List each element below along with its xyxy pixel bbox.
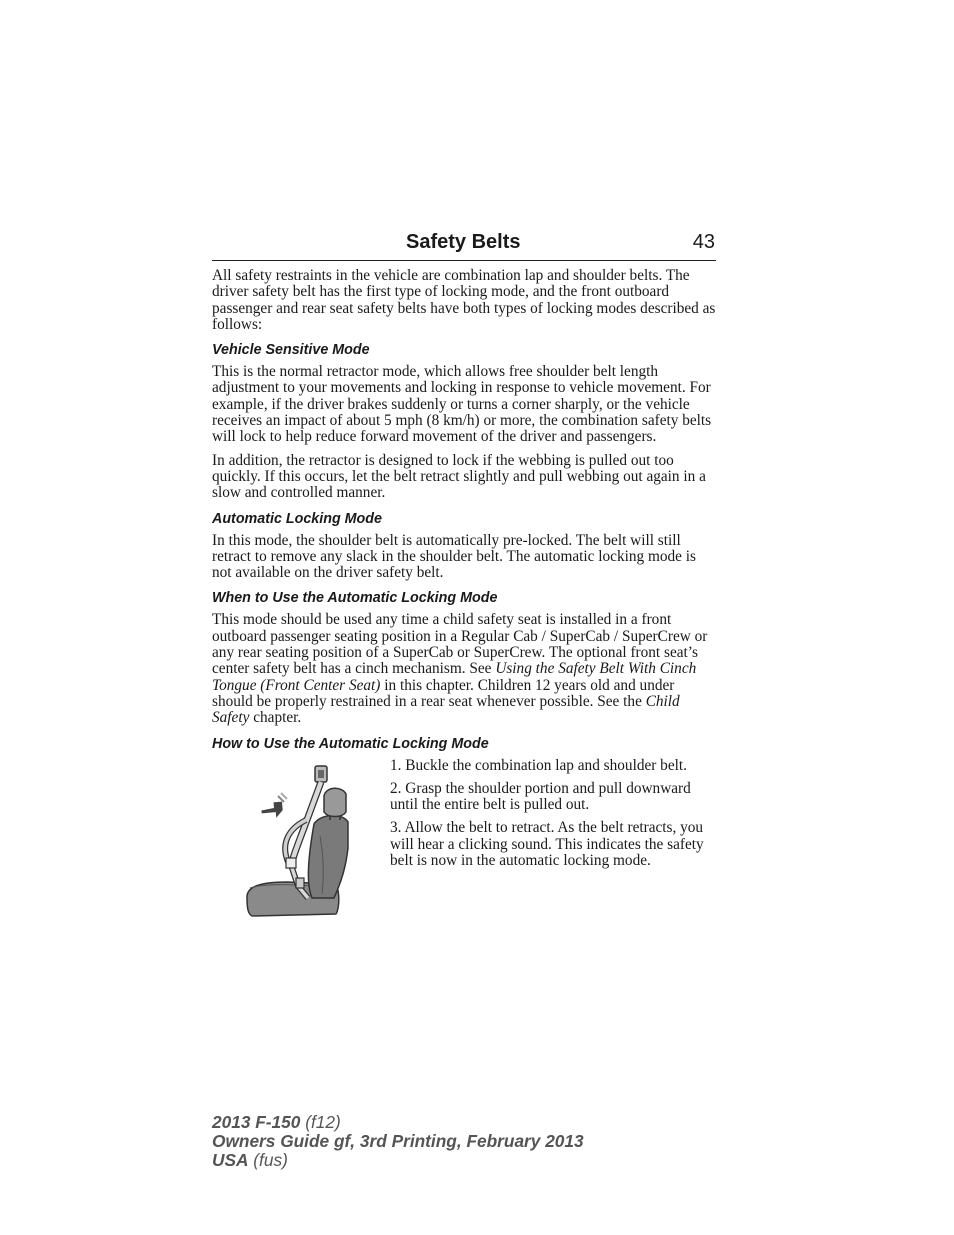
step-list <box>390 758 720 877</box>
footer-model-code: (f12) <box>300 1112 341 1132</box>
automatic-locking-paragraph: In this mode, the shoulder belt is automatically pre-locked. The belt will still retract to remove any slack in the shoulder belt. The automatic locking mode is not available on the driver safety belt. <box>212 531 696 582</box>
when-to-use-paragraph <box>212 612 718 726</box>
how-to-use-heading: How to Use the Automatic Locking Mode <box>212 735 489 752</box>
vehicle-sensitive-paragraph-1: This is the normal retractor mode, which allows free shoulder belt length adjustment to your movements and locking in response to vehicle movement. For example, if the driver brakes suddenly or turns a corner sharply, or the vehicle receives an impact of about 5 mph (8 km/h) or more, the combination safety belts will lock to help reduce forward movement of the driver and passengers. <box>212 363 712 446</box>
seat-belt-illustration <box>242 758 352 920</box>
intro-paragraph: All safety restraints in the vehicle are combination lap and shoulder belts. The driver safety belt has the first type of locking mode, and the front outboard passenger and rear seat safety belts have both types of locking modes described as follows: <box>212 267 716 333</box>
footer-region-line <box>212 1151 584 1170</box>
when-text-a: This mode should be used any time a child safety seat is installed in a front outboard passenger seating position in a Regular Cab / SuperCab / SuperCrew or any rear seating position of a SuperCab or SuperCrew. The optional front seat’s center safety belt has a cinch mechanism. See <box>212 611 708 678</box>
automatic-locking-heading: Automatic Locking Mode <box>212 510 382 527</box>
step-2: 2. Grasp the shoulder portion and pull downward until the entire belt is pulled out. <box>390 779 691 814</box>
when-text-c: chapter. <box>249 709 302 727</box>
step-3: 3. Allow the belt to retract. As the belt retracts, you will hear a clicking sound. This indicates the safety belt is now in the automatic locking mode. <box>390 819 704 870</box>
footer-guide: Owners Guide gf, 3rd Printing, February 2013 <box>212 1131 584 1151</box>
footer-model-line <box>212 1113 584 1132</box>
footer-region: USA <box>212 1150 249 1170</box>
page-header <box>212 228 716 261</box>
section-title: Safety Belts <box>406 231 521 253</box>
child-safety-reference: Child Safety <box>212 692 680 727</box>
how-to-use-section <box>212 758 718 928</box>
page-number: 43 <box>692 231 715 253</box>
when-text-b: in this chapter. Children 12 years old and under should be properly restrained in a rear seat whenever possible. See the <box>212 676 675 710</box>
cinch-tongue-reference: Using the Safety Belt With Cinch Tongue (Front Center Seat) <box>212 660 697 694</box>
vehicle-sensitive-paragraph-2: In addition, the retractor is designed to lock if the webbing is pulled out too quickly. If this occurs, let the belt retract slightly and pull webbing out again in a slow and controlled manner. <box>212 451 706 502</box>
when-to-use-heading: When to Use the Automatic Locking Mode <box>212 590 498 607</box>
footer-region-code: (fus) <box>248 1150 288 1170</box>
page-content <box>212 268 718 928</box>
step-1: 1. Buckle the combination lap and shoulder belt. <box>390 756 687 774</box>
pull-down-arrow-icon <box>260 793 287 822</box>
footer-model: 2013 F-150 <box>212 1112 301 1132</box>
page-footer <box>212 1113 584 1170</box>
vehicle-sensitive-heading: Vehicle Sensitive Mode <box>212 342 370 359</box>
footer-guide-line <box>212 1132 584 1151</box>
